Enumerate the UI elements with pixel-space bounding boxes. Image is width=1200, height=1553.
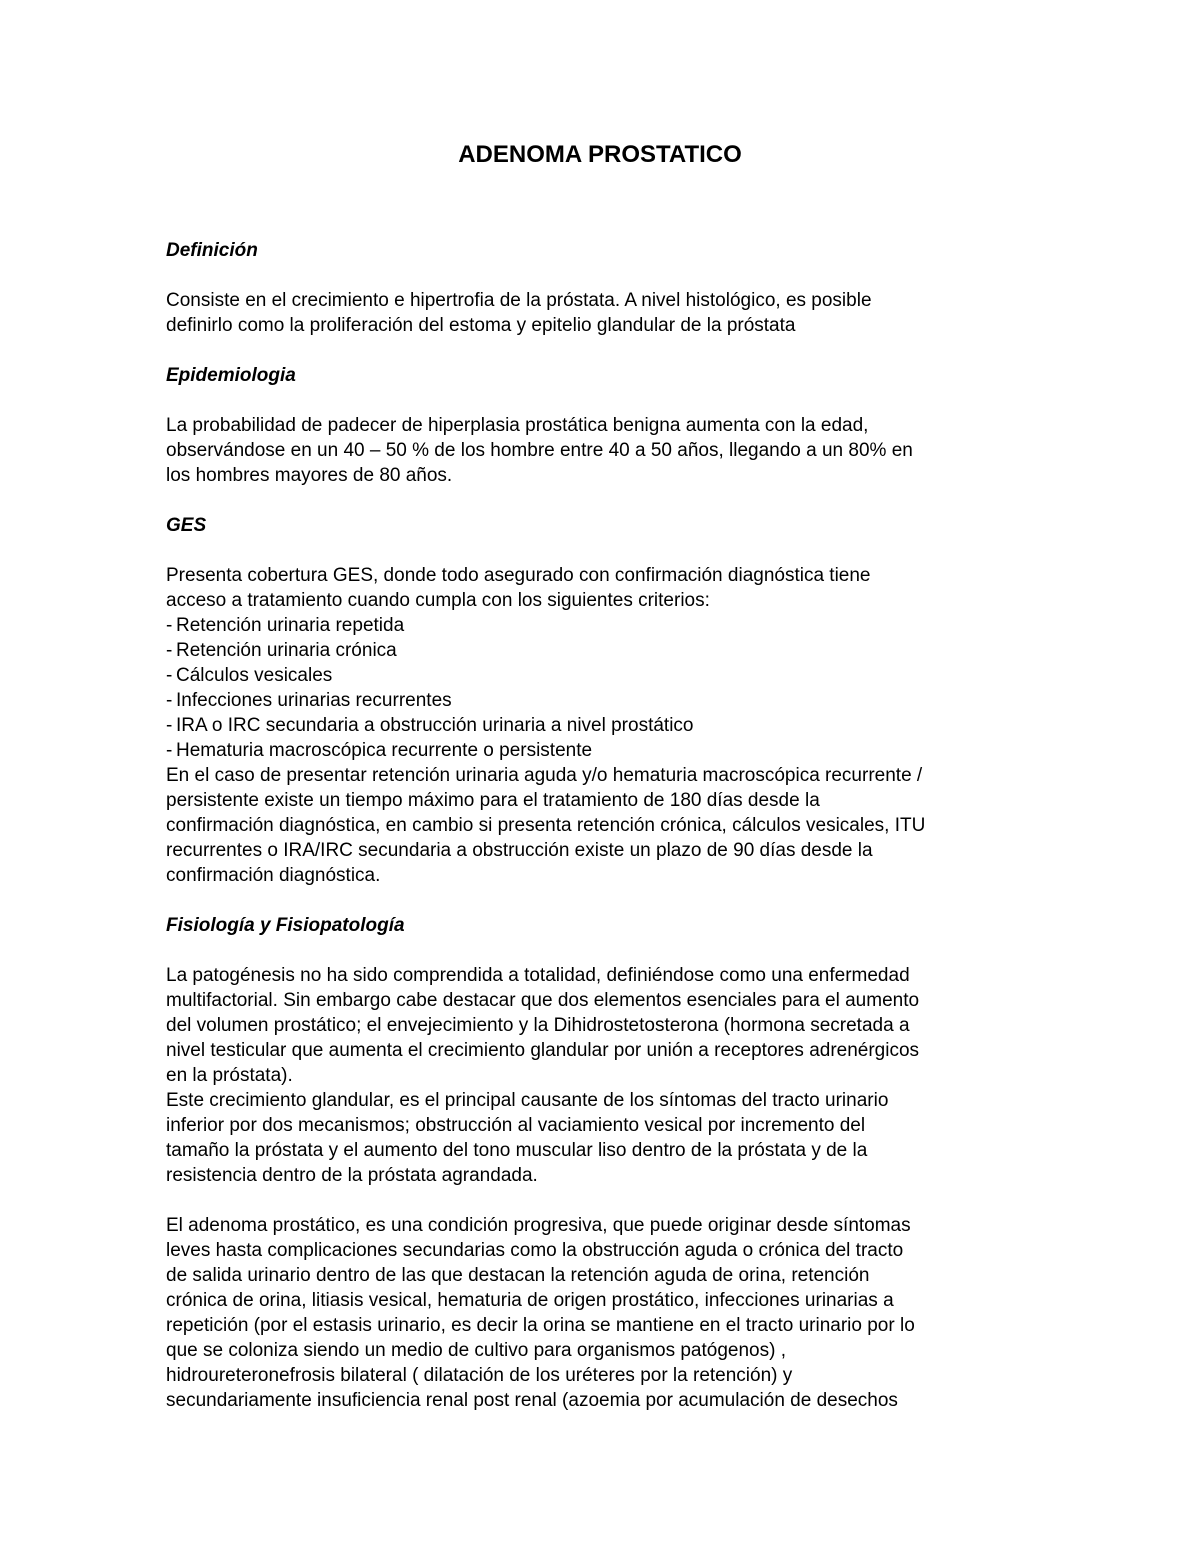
text-line: En el caso de presentar retención urinaria aguda y/o hematuria macroscópica recurrente / — [166, 765, 923, 786]
text-line: inferior por dos mecanismos; obstrucción al vaciamiento vesical por incremento del — [166, 1115, 866, 1136]
text-line: El adenoma prostático, es una condición progresiva, que puede originar desde síntomas — [166, 1215, 911, 1236]
dash-marker: - — [166, 715, 173, 736]
text-line: confirmación diagnóstica, en cambio si presenta retención crónica, cálculos vesicales, ITU — [166, 815, 926, 836]
text-line: secundariamente insuficiencia renal post renal (azoemia por acumulación de desechos — [166, 1390, 898, 1411]
section-heading-ges: GES — [166, 515, 207, 536]
document-title: ADENOMA PROSTATICO — [458, 141, 742, 168]
text-line: hidroureteronefrosis bilateral ( dilatación de los uréteres por la retención) y — [166, 1365, 793, 1386]
list-item-text: Hematuria macroscópica recurrente o persistente — [176, 740, 593, 761]
text-line: tamaño la próstata y el aumento del tono muscular liso dentro de la próstata y de la — [166, 1140, 868, 1161]
dash-marker: - — [166, 640, 173, 661]
dash-marker: - — [166, 740, 173, 761]
section-heading-fisiologia: Fisiología y Fisiopatología — [166, 915, 405, 936]
paragraph-fisiologia-1 — [166, 963, 1046, 1188]
text-line: Este crecimiento glandular, es el principal causante de los síntomas del tracto urinario — [166, 1090, 889, 1111]
text-line: crónica de orina, litiasis vesical, hematuria de origen prostático, infecciones urinarias a — [166, 1290, 894, 1311]
document-body — [166, 238, 1046, 1413]
text-line: persistente existe un tiempo máximo para el tratamiento de 180 días desde la — [166, 790, 820, 811]
text-line: del volumen prostático; el envejecimiento y la Dihidrostetosterona (hormona secretada a — [166, 1015, 910, 1036]
list-item — [166, 638, 1046, 663]
list-item-text: IRA o IRC secundaria a obstrucción urinaria a nivel prostático — [176, 715, 694, 736]
text-line: acceso a tratamiento cuando cumpla con los siguientes criterios: — [166, 590, 710, 611]
list-item — [166, 663, 1046, 688]
text-line: observándose en un 40 – 50 % de los hombre entre 40 a 50 años, llegando a un 80% en — [166, 440, 913, 461]
section-heading-epidemiologia: Epidemiologia — [166, 365, 296, 386]
text-line: que se coloniza siendo un medio de cultivo para organismos patógenos) , — [166, 1340, 786, 1361]
text-line: los hombres mayores de 80 años. — [166, 465, 453, 486]
list-item-text: Infecciones urinarias recurrentes — [176, 690, 452, 711]
dash-marker: - — [166, 690, 173, 711]
text-line: leves hasta complicaciones secundarias como la obstrucción aguda o crónica del tracto — [166, 1240, 904, 1261]
list-item-text: Retención urinaria crónica — [176, 640, 397, 661]
text-line: Presenta cobertura GES, donde todo asegurado con confirmación diagnóstica tiene — [166, 565, 871, 586]
text-line: Consiste en el crecimiento e hipertrofia de la próstata. A nivel histológico, es posible — [166, 290, 872, 311]
list-item — [166, 738, 1046, 763]
paragraph-definicion — [166, 288, 1046, 338]
section-heading-definicion: Definición — [166, 240, 258, 261]
text-line: recurrentes o IRA/IRC secundaria a obstrucción existe un plazo de 90 días desde la — [166, 840, 873, 861]
text-line: resistencia dentro de la próstata agrandada. — [166, 1165, 538, 1186]
paragraph-ges — [166, 563, 1046, 888]
list-item — [166, 688, 1046, 713]
list-item — [166, 713, 1046, 738]
list-item-text: Cálculos vesicales — [176, 665, 333, 686]
dash-marker: - — [166, 665, 173, 686]
text-line: confirmación diagnóstica. — [166, 865, 381, 886]
list-item-text: Retención urinaria repetida — [176, 615, 405, 636]
text-line: La probabilidad de padecer de hiperplasia prostática benigna aumenta con la edad, — [166, 415, 869, 436]
text-line: en la próstata). — [166, 1065, 293, 1086]
text-line: definirlo como la proliferación del estoma y epitelio glandular de la próstata — [166, 315, 796, 336]
paragraph-epidemiologia — [166, 413, 1046, 488]
text-line: La patogénesis no ha sido comprendida a totalidad, definiéndose como una enfermedad — [166, 965, 910, 986]
paragraph-fisiologia-2 — [166, 1213, 1046, 1413]
text-line: nivel testicular que aumenta el crecimiento glandular por unión a receptores adrenérgicos — [166, 1040, 920, 1061]
dash-marker: - — [166, 615, 173, 636]
list-item — [166, 613, 1046, 638]
text-line: multifactorial. Sin embargo cabe destacar que dos elementos esenciales para el aumento — [166, 990, 920, 1011]
text-line: repetición (por el estasis urinario, es decir la orina se mantiene en el tracto urinario por lo — [166, 1315, 915, 1336]
text-line: de salida urinario dentro de las que destacan la retención aguda de orina, retención — [166, 1265, 870, 1286]
